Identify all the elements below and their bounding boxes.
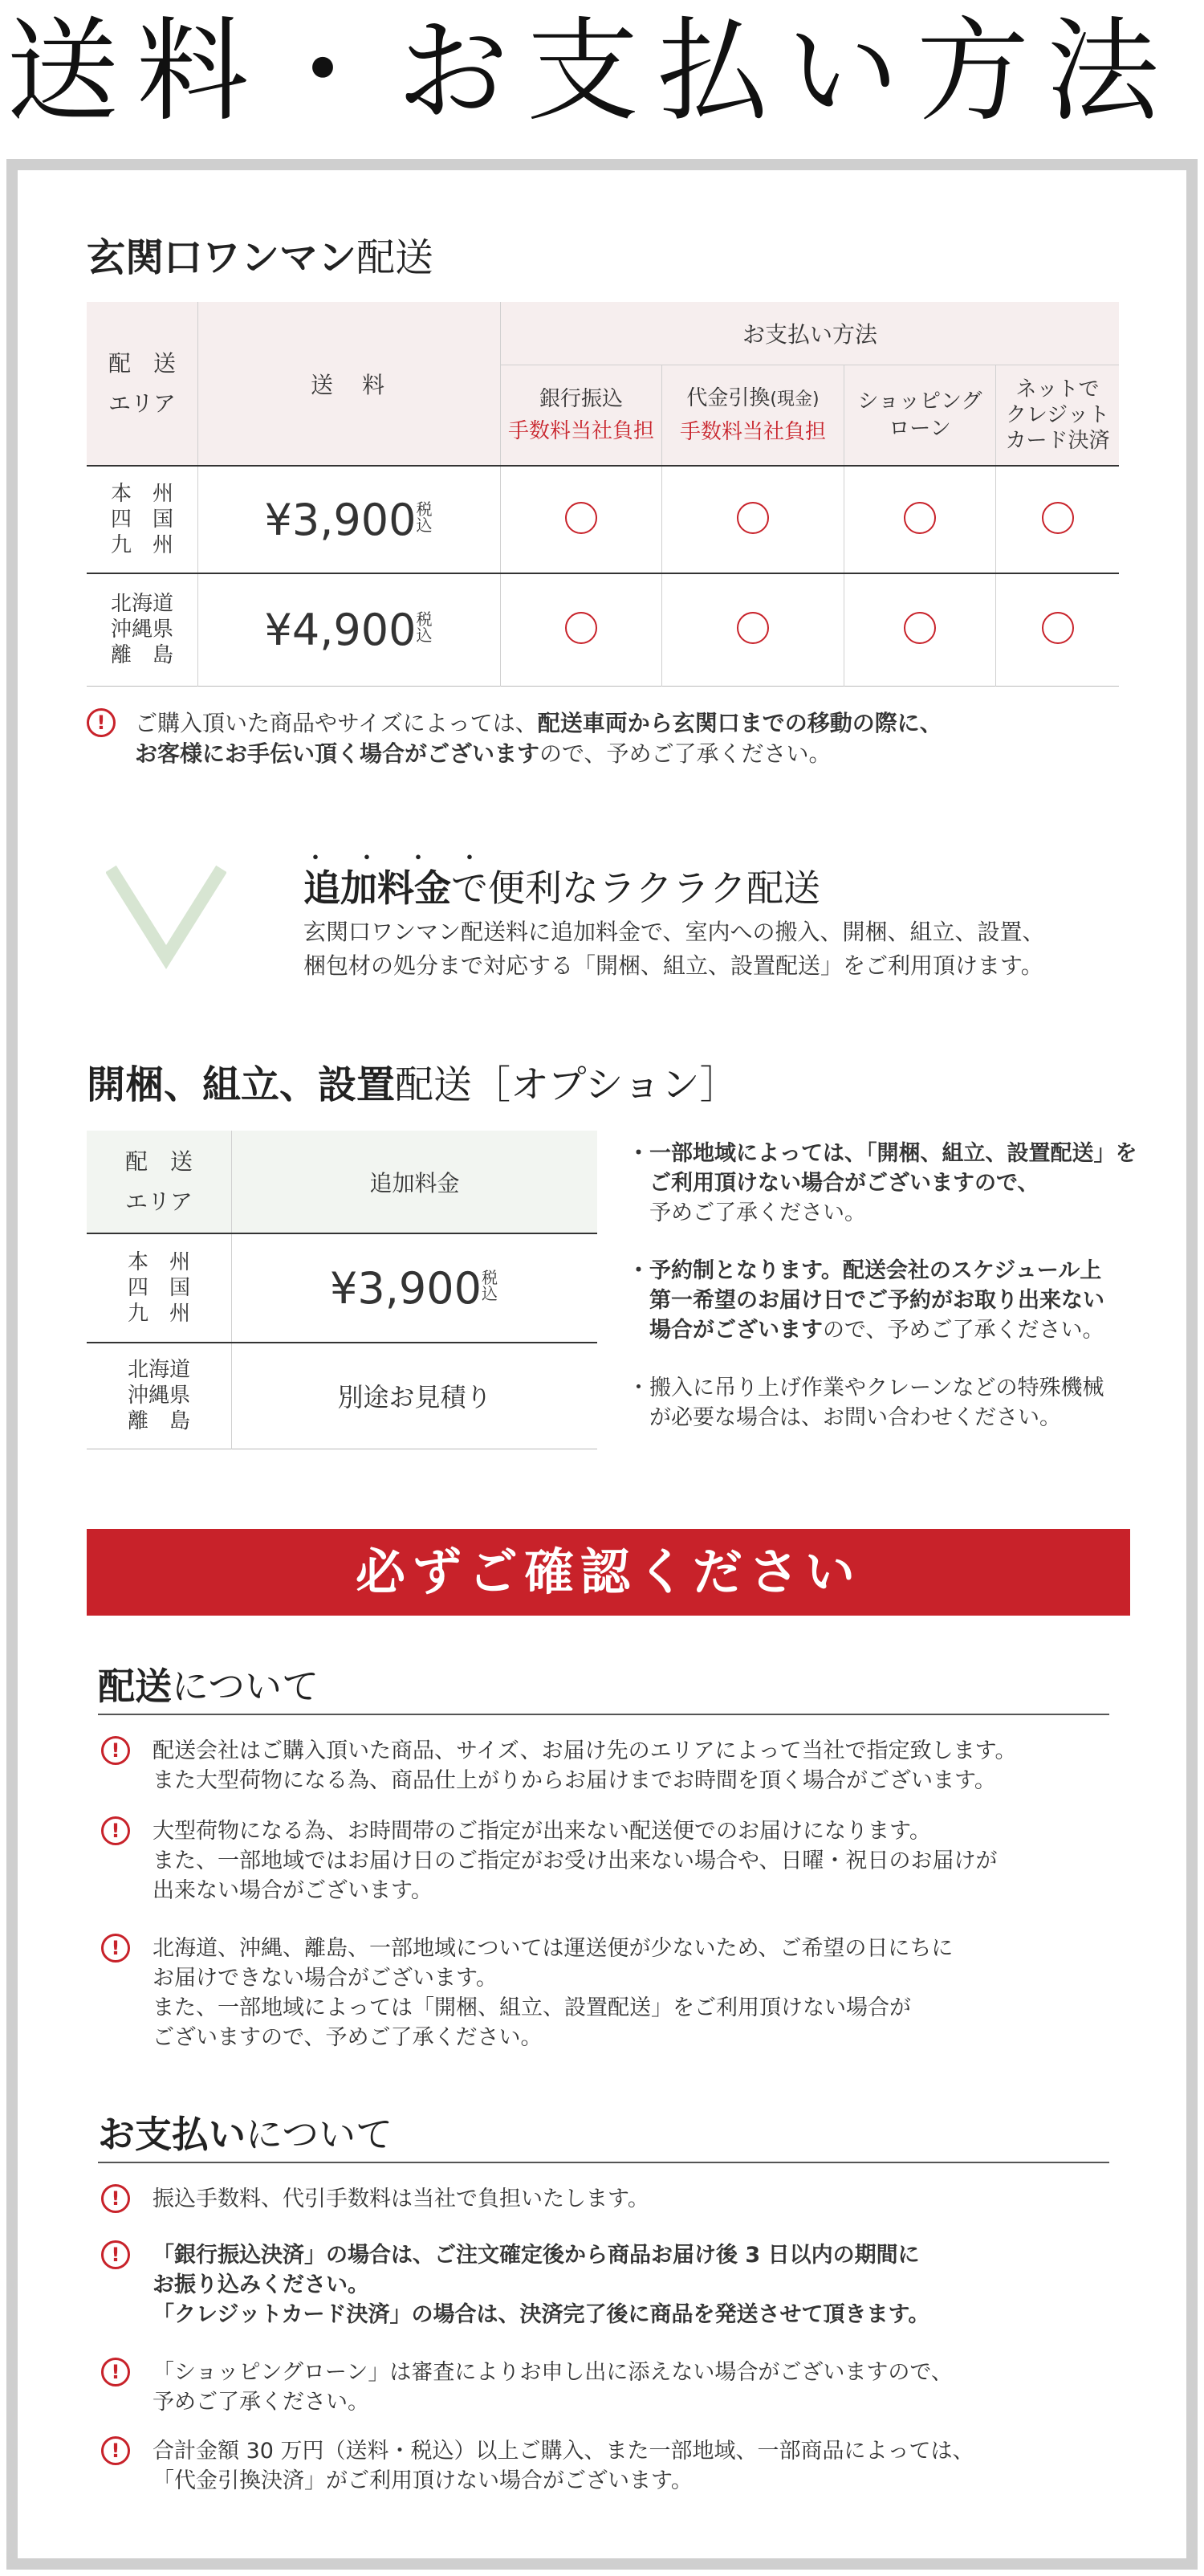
row-price-value: ¥3,900: [264, 494, 417, 545]
method-bank: [501, 365, 662, 466]
upgrade-description: 玄関口ワンマン配送料に追加料金で、室内への搬入、開梱、組立、設置、 梱包材の処分まで対応する「開梱、組立、設置配送」をご利用頂けます。: [303, 919, 1045, 979]
page-title: 送料・お支払い方法: [6, 6, 1178, 137]
method-cod-name: 代金引換: [686, 385, 771, 410]
delivery-title-bold: 玄関口ワンマン: [87, 235, 357, 280]
upgrade-title: 追加料金で便利なラクラク配送: [303, 866, 820, 910]
payment-note-4: ! 合計金額 30 万円（送料・税込）以上ご購入、また一部地域、一部商品によっては、 「代金引換決済」がご利用頂けない場合がございます。: [101, 2436, 1104, 2496]
shipping-section-title: 配送について: [98, 1657, 1109, 1715]
option-bullet-3: ・搬入に吊り上げ作業やクレーンなどの特殊機械 が必要な場合は、お問い合わせください。: [628, 1376, 1104, 1430]
shipping-note-3: ! 北海道、沖縄、離島、一部地域については運送便が少ないため、ご希望の日にちに お届けできない場合がございます。 また、一部地域によっては「開梱、組立、設置配送」をご利用頂けない場合が ございますので、予めご了承ください。: [101, 1934, 1104, 2052]
available-circle-icon: [1042, 502, 1074, 534]
method-credit: ネットで クレジット カード決済: [996, 365, 1120, 466]
row-area: 本 州 四 国 九 州: [127, 1250, 190, 1326]
alert-icon: !: [87, 708, 116, 737]
alert-icon: !: [101, 1736, 130, 1765]
alert-icon: !: [101, 2358, 130, 2386]
payment-note-1: ! 振込手数料、代引手数料は当社で負担いたします。: [101, 2184, 1104, 2214]
row-price: 別途お見積り: [232, 1343, 598, 1449]
available-circle-icon: [737, 502, 769, 534]
option-bullet-1: ・一部地域によっては、「開梱、組立、設置配送」を ご利用頂けない場合がございますので、 予めご了承ください。: [628, 1141, 1137, 1225]
delivery-title: [87, 226, 433, 282]
method-bank-name: 銀行振込: [539, 386, 623, 411]
tax-label: 税 込: [416, 499, 433, 535]
payment-note-2: ! 「銀行振込決済」の場合は、ご注文確定後から商品お届け後 3 日以内の期間に お振り込みください。 「クレジットカード決済」の場合は、決済完了後に商品を発送させて頂きます。: [101, 2240, 1104, 2329]
tax-label: 税 込: [481, 1267, 498, 1303]
option-fee-table: [87, 1131, 597, 1449]
table-row: [87, 1233, 597, 1343]
table-row: [87, 466, 1119, 573]
available-circle-icon: [565, 612, 597, 644]
method-loan: ショッピング ローン: [844, 365, 996, 466]
option-col-fee: 追加料金: [232, 1131, 598, 1233]
alert-icon: !: [101, 1816, 130, 1845]
delivery-note: [87, 708, 1114, 769]
alert-icon: !: [101, 2240, 130, 2269]
table-row: [87, 1343, 597, 1449]
payment-section-title: お支払いについて: [98, 2105, 1109, 2163]
col-fee-header: 送 料: [198, 302, 501, 466]
shipping-note-2: ! 大型荷物になる為、お時間帯のご指定が出来ない配送便でのお届けになります。 また、一部地域ではお届け日のご指定がお受け出来ない場合や、日曜・祝日のお届けが 出来ない場合がございます。: [101, 1816, 1104, 1906]
row-area: 本 州 四 国 九 州: [110, 482, 173, 557]
payment-note-3: ! 「ショッピングローン」は審査によりお申し出に添えない場合がございますので、 予めご了承ください。: [101, 2358, 1104, 2417]
alert-icon: !: [101, 1934, 130, 1963]
available-circle-icon: [737, 612, 769, 644]
delivery-note-text: ご購入頂いた商品やサイズによっては、配送車両から玄関口までの移動の際に、 お客様にお手伝い頂く場合がございますので、予めご了承ください。: [135, 710, 942, 767]
col-payment-header: お支払い方法: [501, 302, 1120, 365]
alert-icon: !: [101, 2436, 130, 2465]
row-price-value: ¥4,900: [264, 604, 417, 655]
row-price: [198, 573, 501, 686]
row-area: 北海道 沖縄県 離 島: [127, 1358, 190, 1434]
method-cod: [662, 365, 844, 466]
shipping-fee-table: [87, 302, 1119, 687]
table-row: [87, 573, 1119, 686]
col-area-header: 配 送 エリア: [87, 302, 198, 466]
available-circle-icon: [904, 502, 936, 534]
content-frame: [6, 159, 1198, 2570]
row-area: 北海道 沖縄県 離 島: [110, 592, 173, 668]
available-circle-icon: [1042, 612, 1074, 644]
confirm-banner: 必ずご確認ください: [87, 1529, 1130, 1616]
method-cod-fee: 手数料当社負担: [679, 419, 826, 444]
method-bank-fee: 手数料当社負担: [507, 418, 654, 443]
emphasis-dots: ・・・・: [303, 845, 509, 873]
option-bullet-2: ・予約制となります。配送会社のスケジュール上 第一希望のお届け日でご予約がお取り出来ない 場合がございますので、予めご了承ください。: [628, 1258, 1104, 1343]
row-price: [198, 466, 501, 573]
delivery-title-rest: 配送: [356, 235, 434, 280]
option-col-area: 配 送 エリア: [87, 1131, 232, 1233]
check-mark-icon: [106, 853, 226, 973]
option-title: 開梱、組立、設置配送［オプション］: [87, 1062, 738, 1107]
available-circle-icon: [565, 502, 597, 534]
available-circle-icon: [904, 612, 936, 644]
method-cod-sub: (現金): [770, 389, 820, 410]
alert-icon: !: [101, 2184, 130, 2213]
tax-label: 税 込: [416, 609, 433, 645]
shipping-note-1: ! 配送会社はご購入頂いた商品、サイズ、お届け先のエリアによって当社で指定致します。 また大型荷物になる為、商品仕上がりからお届けまでお時間を頂く場合がございます。: [101, 1736, 1104, 1795]
row-price: ¥3,900税 込: [232, 1233, 598, 1343]
